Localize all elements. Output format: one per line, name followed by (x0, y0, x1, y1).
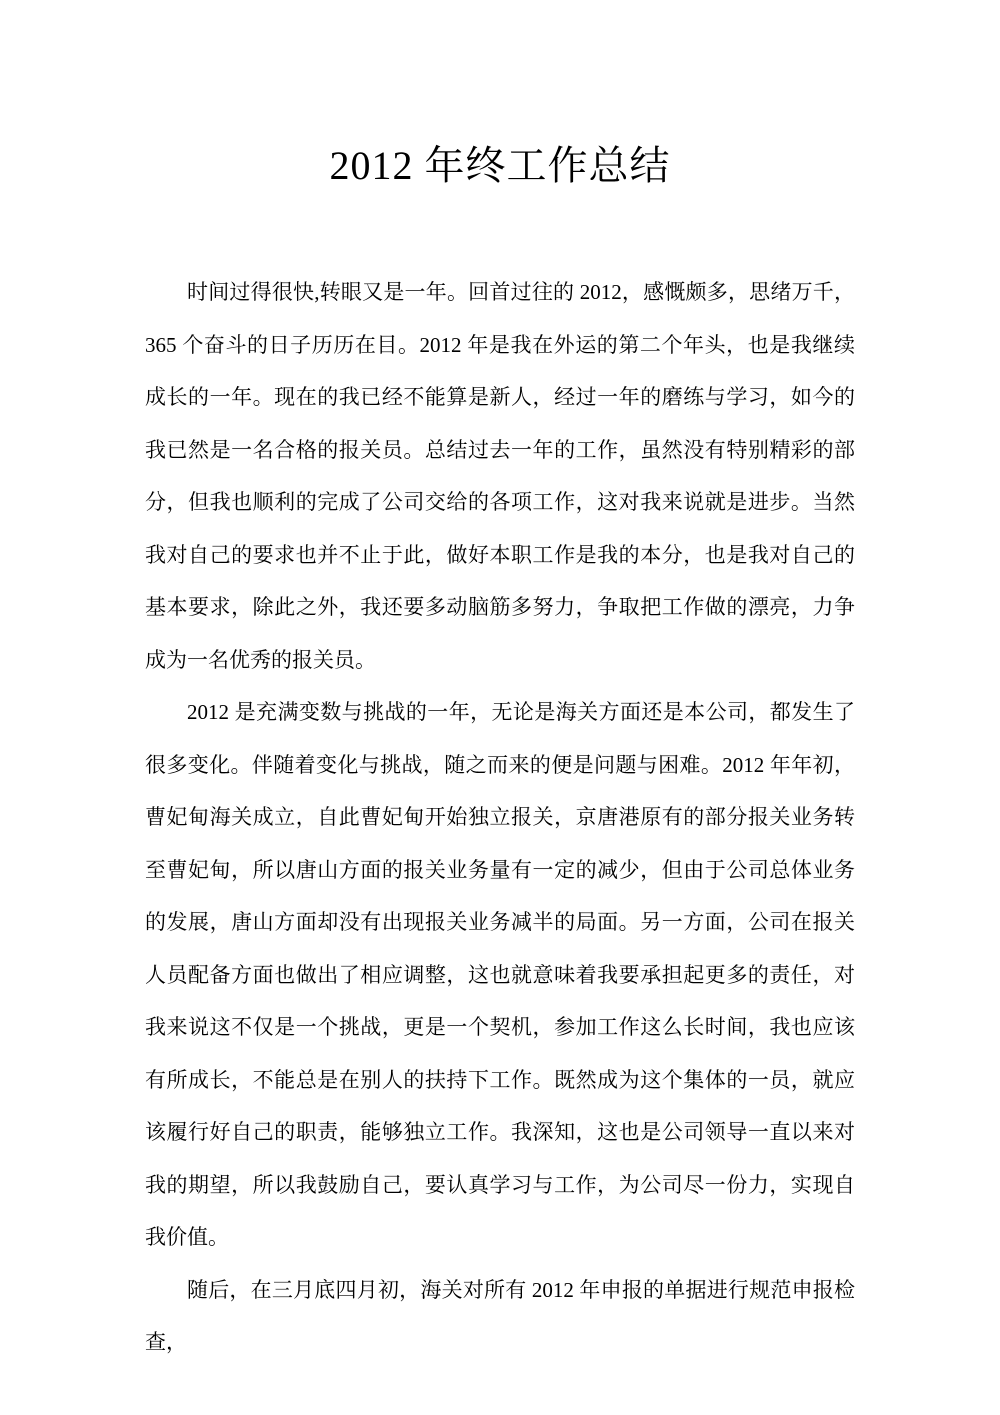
document-body (145, 266, 855, 1369)
paragraph-1: 时间过得很快,转眼又是一年。回首过往的 2012，感慨颇多，思绪万千，365 个奋斗的日子历历在目。2012 年是我在外运的第二个年头，也是我继续成长的一年。现在的我已经不能算是新人，经过一年的磨练与学习，如今的我已然是一名合格的报关员。总结过去一年的工作，虽然没有特别精彩的部分，但我也顺利的完成了公司交给的各项工作，这对我来说就是进步。当然我对自己的要求也并不止于此，做好本职工作是我的本分，也是我对自己的基本要求，除此之外，我还要多动脑筋多努力，争取把工作做的漂亮，力争成为一名优秀的报关员。 (145, 280, 855, 672)
paragraph-2: 2012 是充满变数与挑战的一年，无论是海关方面还是本公司，都发生了很多变化。伴随着变化与挑战，随之而来的便是问题与困难。2012 年年初，曹妃甸海关成立，自此曹妃甸开始独立报关，京唐港原有的部分报关业务转至曹妃甸，所以唐山方面的报关业务量有一定的减少，但由于公司总体业务的发展，唐山方面却没有出现报关业务减半的局面。另一方面，公司在报关人员配备方面也做出了相应调整，这也就意味着我要承担起更多的责任，对我来说这不仅是一个挑战，更是一个契机，参加工作这么长时间，我也应该有所成长，不能总是在别人的扶持下工作。既然成为这个集体的一员，就应该履行好自己的职责，能够独立工作。我深知，这也是公司领导一直以来对我的期望，所以我鼓励自己，要认真学习与工作，为公司尽一份力，实现自我价值。 (145, 700, 855, 1249)
paragraph-3: 随后，在三月底四月初，海关对所有 2012 年申报的单据进行规范申报检查， (145, 1277, 855, 1354)
document-title: 2012 年终工作总结 (329, 143, 671, 188)
